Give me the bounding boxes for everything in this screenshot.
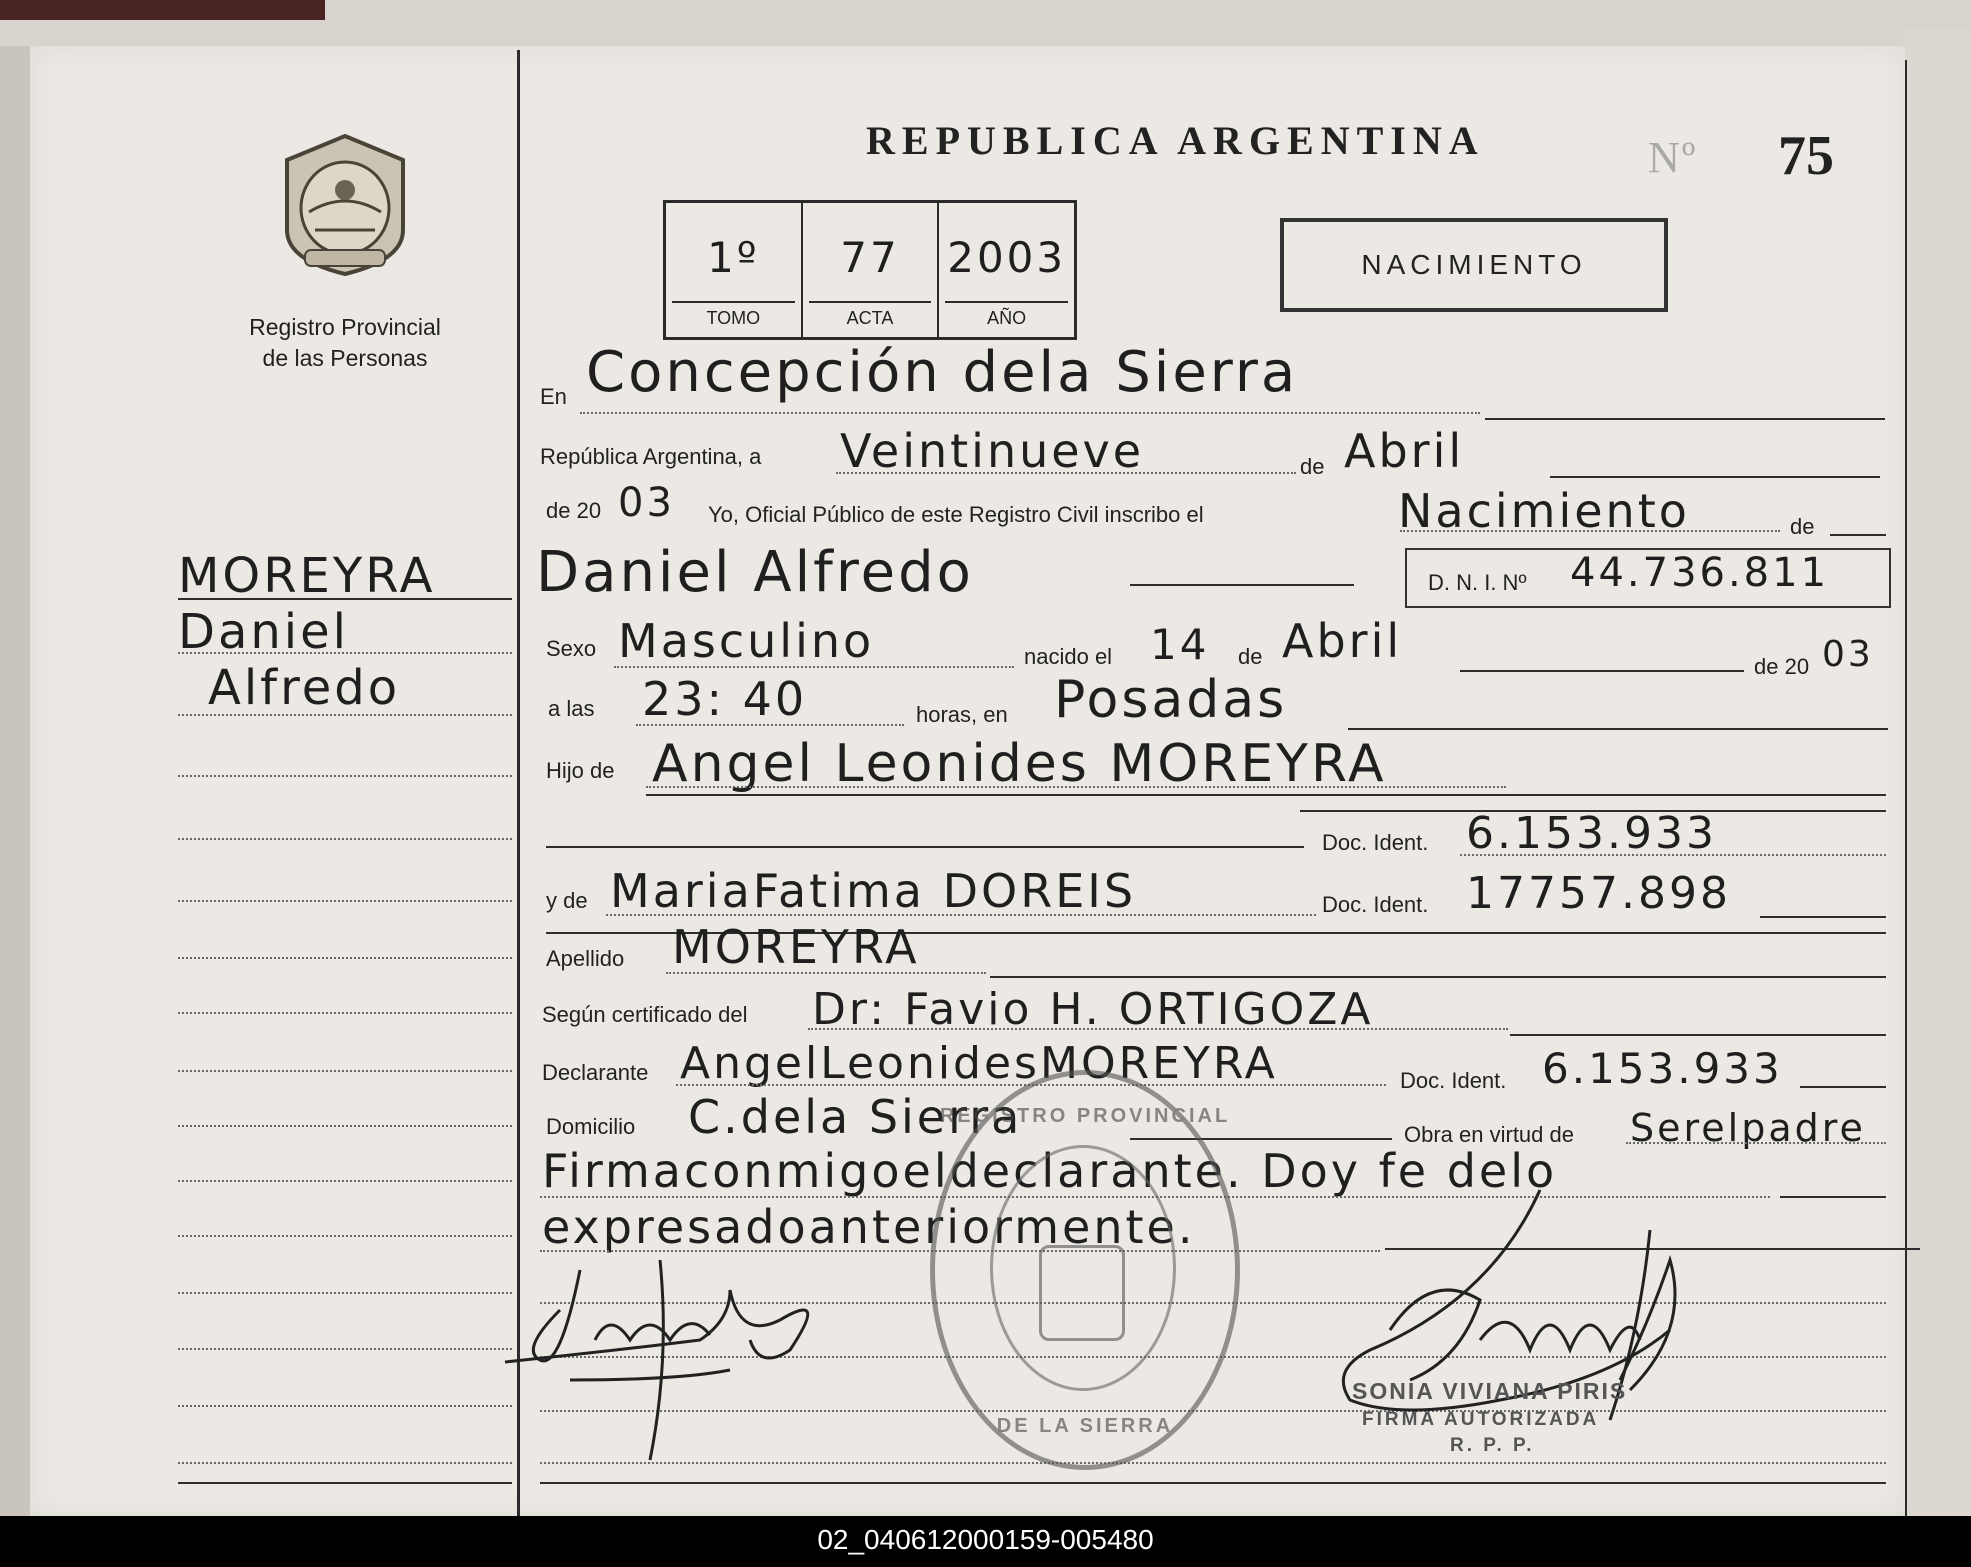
form-line [1780,1196,1886,1198]
form-line [1460,670,1744,672]
stamp-emblem-icon [1039,1245,1125,1341]
form-line [606,914,1316,916]
father-value: Angel Leonides MOREYRA [652,734,1387,794]
record-type-box: NACIMIENTO [1280,218,1668,312]
tomo-label: TOMO [672,301,795,329]
stamp-bottom-text: DE LA SIERRA [996,1415,1174,1437]
margin-line [178,714,512,716]
margin-line [178,1070,512,1072]
caption-bar [0,1516,1971,1567]
birth-year-suffix: 03 [1822,634,1874,675]
act-type-value: Nacimiento [1398,484,1690,538]
en-label: En [540,384,567,409]
stamp-top-text: REGISTRO PROVINCIAL [939,1105,1231,1127]
official-title: FIRMA AUTORIZADA [1362,1409,1600,1430]
margin-line [178,957,512,959]
folio-number: 75 [1778,125,1834,187]
de-year-label: de 20 [546,498,602,523]
nacido-label: nacido el [1024,644,1113,669]
de-label: de [1300,454,1325,479]
image-caption: 02_040612000159-005480 [817,1524,1154,1555]
margin-line [178,1462,512,1464]
country-title: REPUBLICA ARGENTINA [866,118,1485,163]
domicilio-label: Domicilio [546,1114,636,1139]
page-border [1905,60,1907,1516]
birth-day-value: 14 [1150,620,1210,669]
acta-cell [803,203,940,337]
form-line [666,972,986,974]
obra-value: Serelpadre [1630,1106,1866,1150]
margin-line [178,1292,512,1294]
form-line [614,666,1014,668]
form-line [808,1028,1508,1030]
form-line [1800,1086,1886,1088]
declarante-value: AngelLeonidesMOREYRA [680,1038,1278,1089]
registry-name-line1: Registro Provincial [249,314,441,340]
father-doc-value: 6.153.933 [1466,808,1717,859]
margin-line [178,775,512,777]
birth-month-value: Abril [1282,614,1403,668]
form-line [1550,476,1880,478]
margin-line [178,1012,512,1014]
mother-doc-value: 17757.898 [1466,868,1731,919]
a-las-label: a las [548,696,595,721]
declarante-doc-value: 6.153.933 [1542,1044,1783,1093]
form-line [1760,916,1886,918]
mother-value: MariaFatima DOREIS [610,864,1137,918]
margin-line [178,1235,512,1237]
tomo-value: 1º [707,233,760,282]
margin-second-name: Alfredo [208,660,401,716]
child-name-value: Daniel Alfredo [536,540,974,605]
anio-cell [939,203,1074,337]
doc-ident-label2: Doc. Ident. [1322,892,1429,917]
form-line [540,1482,1886,1484]
margin-first-name: Daniel [178,604,349,660]
registry-name [210,312,480,374]
obra-label: Obra en virtud de [1404,1122,1574,1147]
certificado-value: Dr: Favio H. ORTIGOZA [812,984,1374,1035]
de-year-label2: de 20 [1754,654,1810,679]
year-suffix-value: 03 [618,480,675,526]
officer-text: Yo, Oficial Público de este Registro Civil inscribo el [708,502,1204,527]
acta-label: ACTA [809,301,932,329]
doc-ident-label3: Doc. Ident. [1400,1068,1507,1093]
acta-value: 77 [840,233,900,282]
provincial-seal-icon [275,130,415,280]
form-line [1130,584,1354,586]
margin-line [178,1125,512,1127]
republica-label: República Argentina, a [540,444,762,469]
form-line [636,724,904,726]
form-line [990,976,1886,978]
note-line1: Firmaconmigoeldeclarante. Doy fe delo [542,1144,1558,1198]
sexo-label: Sexo [546,636,597,661]
official-office: R. P. P. [1450,1435,1535,1456]
birth-place-value: Posadas [1054,670,1288,730]
form-line [646,794,1886,796]
form-line [836,472,1296,474]
book-cover-edge [0,0,325,20]
margin-line [178,900,512,902]
hijo-label: Hijo de [546,758,615,783]
margin-line [178,1482,512,1484]
registry-name-line2: de las Personas [262,345,428,371]
declarante-label: Declarante [542,1060,649,1085]
form-line [1485,418,1885,420]
form-line [1626,1142,1886,1144]
doc-ident-label: Doc. Ident. [1322,830,1429,855]
form-line [580,412,1480,414]
folio-stamp: Nº [1648,133,1698,182]
anio-label: AÑO [945,301,1068,329]
dni-value: 44.736.811 [1570,550,1830,596]
dni-label: D. N. I. Nº [1428,570,1527,595]
margin-line [178,1405,512,1407]
horas-label: horas, en [916,702,1008,727]
margin-line [178,598,512,600]
margin-line [178,1180,512,1182]
form-line [1400,530,1780,532]
day-words-value: Veintinueve [840,424,1145,478]
page-edge [1905,30,1971,1520]
declarant-signature-icon [500,1250,830,1475]
birth-time-value: 23: 40 [642,672,808,726]
apellido-label: Apellido [546,946,625,971]
margin-line [178,652,512,654]
form-line [646,786,1506,788]
form-line [1348,728,1888,730]
official-name: SONIA VIVIANA PIRIS [1352,1378,1628,1404]
margin-line [178,1348,512,1350]
de-label3: de [1238,644,1263,669]
domicilio-value: C.dela Sierra [688,1090,1023,1144]
apellido-value: MOREYRA [672,920,920,974]
form-line [1460,854,1886,856]
note-line2: expresadoanteriormente. [542,1200,1196,1254]
official-signature-icon [1310,1180,1710,1445]
official-round-stamp [930,1070,1240,1470]
month-value: Abril [1344,424,1465,478]
form-line [1300,810,1886,812]
de-label2: de [1790,514,1815,539]
margin-line [178,838,512,840]
place-value: Concepción dela Sierra [586,340,1299,405]
form-line [1510,1034,1886,1036]
margin-surname: MOREYRA [178,548,436,604]
tomo-cell [666,203,803,337]
sexo-value: Masculino [618,614,875,668]
y-de-label: y de [546,888,588,913]
certificado-label: Según certificado del [542,1002,748,1027]
record-number-box [663,200,1077,340]
form-line [1830,534,1886,536]
form-line [546,846,1304,848]
anio-value: 2003 [947,233,1067,282]
